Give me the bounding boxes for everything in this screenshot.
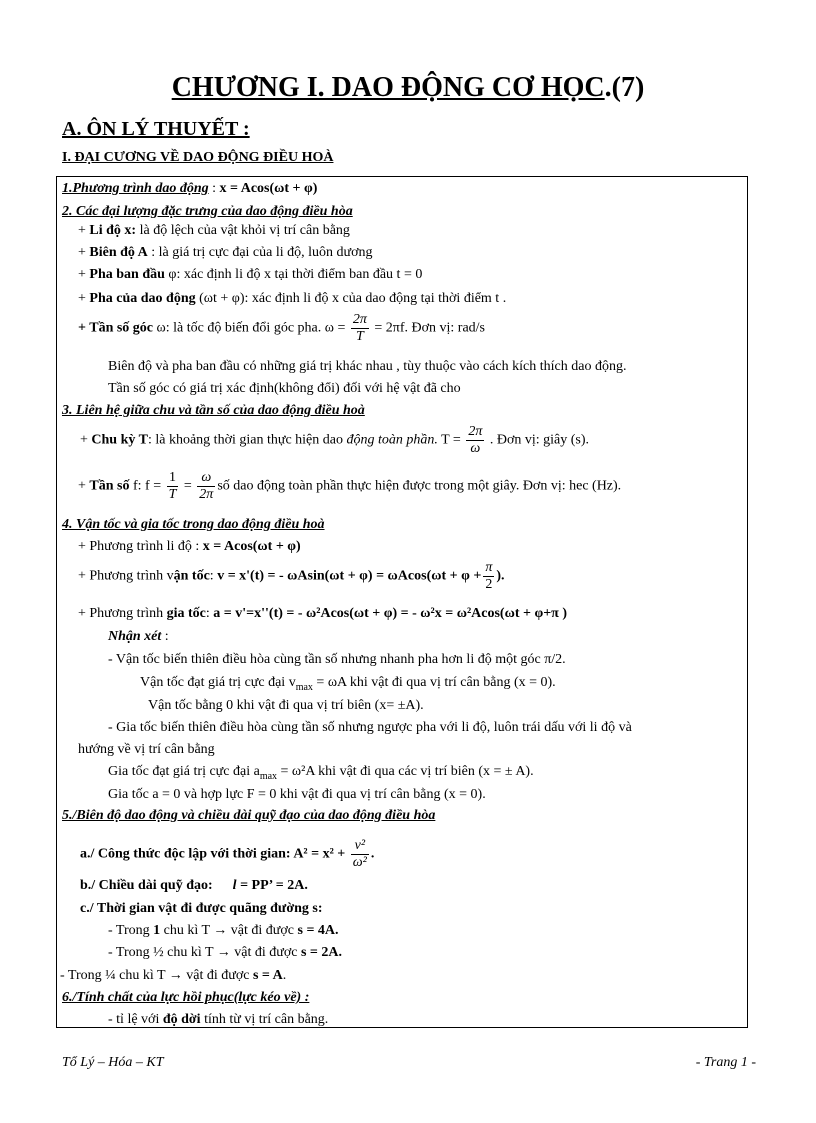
section-a-heading: A. ÔN LÝ THUYẾT :	[62, 118, 250, 140]
line-21: Gia tốc đạt giá trị cực đại $a_{max} = \omega^2A$ khi vật đi qua các vị trí biên (x = ± A).	[108, 764, 534, 782]
line-17: Vận tốc đạt giá trị cực đại $v_{max} = \omega A$ khi vật đi qua vị trí cân bằng (x = 0).	[140, 675, 556, 693]
line-6: + Pha của dao động (ωt + φ): xác định li độ x của dao động tại thời điểm t .	[78, 291, 507, 306]
heading-2: 2. Các đại lượng đặc trưng của dao động điều hòa	[62, 204, 353, 219]
line-13: + Phương trình vận tốc: v = x'(t) = - ωAsin(ωt + φ) = ωAcos(ωt + φ + $\frac{\pi}{2}$ ).	[78, 560, 505, 592]
heading-4: 4. Vận tốc và gia tốc trong dao động điều hoà	[62, 517, 325, 532]
line-9: Tần số góc có giá trị xác định(không đổi) đối với hệ vật đã cho	[108, 381, 461, 396]
line-19: - Gia tốc biến thiên điều hòa cùng tần số nhưng ngược pha với li độ, luôn trái dấu với li độ và	[108, 720, 632, 735]
line-26: - Trong 1 chu kì T → vật đi được s = 4A.	[108, 923, 339, 938]
line-14: + Phương trình gia tốc: a = v'=x''(t) = - ω²Acos(ωt + φ) = - ω²x = ω²Acos(ωt + φ+π )	[78, 606, 567, 621]
line-8: Biên độ và pha ban đầu có những giá trị khác nhau , tùy thuộc vào cách kích thích dao động.	[108, 359, 627, 374]
section-i-heading: I. ĐẠI CƯƠNG VỀ DAO ĐỘNG ĐIỀU HOÀ	[62, 150, 334, 165]
line-25: c./ Thời gian vật đi được quãng đường s:	[80, 901, 323, 916]
heading-6: 6./Tính chất của lực hồi phục(lực kéo về) :	[62, 990, 310, 1005]
line-23: a./ Công thức độc lập với thời gian: A² = x² + $\frac{\text{v²}}{\text{ω²}}$ .	[80, 838, 375, 870]
line-18: Vận tốc bằng 0 khi vật đi qua vị trí biên (x= ±A).	[148, 698, 424, 713]
line-5: + Pha ban đầu φ: xác định li độ x tại thời điểm ban đầu t = 0	[78, 267, 423, 282]
line-16: - Vận tốc biến thiên điều hòa cùng tần số nhưng nhanh pha hơn li độ một góc π/2.	[108, 652, 566, 667]
line-29: - tỉ lệ với độ dời tính từ vị trí cân bằng.	[108, 1012, 329, 1027]
line-4: + Biên độ A : là giá trị cực đại của li độ, luôn dương	[78, 245, 373, 260]
line-28: - Trong ¼ chu kì T → vật đi được s = A.	[60, 968, 287, 983]
line-24: b./ Chiều dài quỹ đạo: l = PP’ = 2A.	[80, 878, 308, 893]
footer-right: - Trang 1 -	[695, 1055, 756, 1070]
line-3: + Li độ x: là độ lệch của vật khỏi vị trí cân bằng	[78, 223, 350, 238]
line-15: Nhận xét :	[108, 629, 169, 644]
title-main: CHƯƠNG I. DAO ĐỘNG CƠ HỌC	[171, 72, 605, 103]
page-title	[0, 72, 816, 104]
title-suffix: .(7)	[604, 72, 645, 103]
footer-left: Tổ Lý – Hóa – KT	[62, 1055, 164, 1070]
line-20: hướng về vị trí cân bằng	[78, 742, 215, 757]
line-12: + Phương trình li độ : x = Acos(ωt + φ)	[78, 539, 301, 554]
line-10: + Chu kỳ T: là khoảng thời gian thực hiện dao động toàn phần. T = $\frac{2\pi}{\omega}$ . Đơn vị: giây (s).	[80, 424, 590, 456]
line-11: + Tần số f: f = $\frac{1}{T}$ = $\frac{\omega}{2\pi}$ số dao động toàn phần thực hiện được trong một giây. Đơn vị: hec (Hz).	[78, 470, 622, 502]
line-22: Gia tốc a = 0 và hợp lực F = 0 khi vật đi qua vị trí cân bằng (x = 0).	[108, 787, 486, 802]
line-7: + Tần số góc ω: là tốc độ biến đổi góc pha. ω = $\frac{2\pi}{T}$ = 2πf. Đơn vị: rad/s	[78, 312, 486, 344]
heading-3: 3. Liên hệ giữa chu và tần số của dao động điều hoà	[62, 403, 365, 418]
line-1: 1.Phương trình dao động : x = Acos(ωt + φ)	[62, 181, 318, 196]
heading-5: 5./Biên độ dao động và chiều dài quỹ đạo của dao động điều hòa	[62, 808, 436, 823]
line-27: - Trong ½ chu kì T → vật đi được s = 2A.	[108, 945, 343, 960]
